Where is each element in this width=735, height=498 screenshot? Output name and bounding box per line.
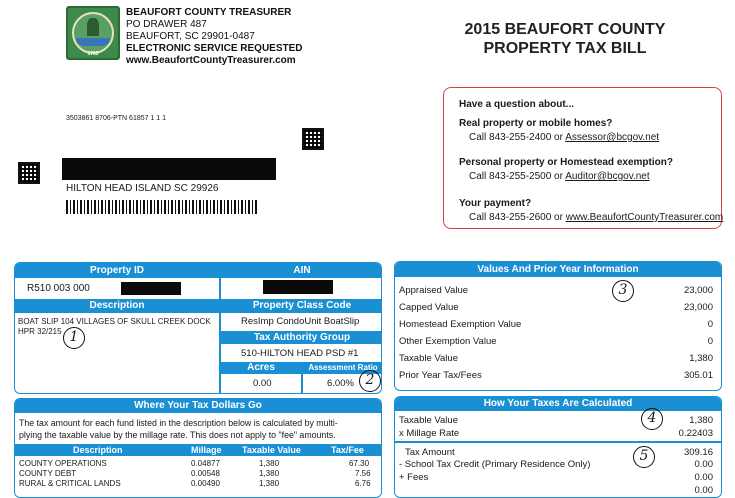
property-class-value: ResImp CondoUnit BoatSlip bbox=[241, 316, 360, 327]
description-line2: HPR 32/215 bbox=[18, 327, 62, 336]
questions-box bbox=[443, 87, 722, 229]
question-personal-property: Personal property or Homestead exemption? bbox=[459, 157, 673, 168]
description-line1: BOAT SLIP 104 VILLAGES OF SKULL CREEK DOCK bbox=[18, 317, 211, 326]
tax-authority-header: Tax Authority Group bbox=[221, 331, 382, 344]
property-id-value: R510 003 000 bbox=[27, 283, 90, 294]
fund-row-tax: 7.56 bbox=[355, 469, 371, 478]
redacted-ain bbox=[263, 280, 333, 294]
fund-row-description: RURAL & CRITICAL LANDS bbox=[19, 479, 121, 488]
assessor-email-link[interactable]: Assessor@bcgov.net bbox=[565, 132, 660, 143]
treasurer-name: BEAUFORT COUNTY TREASURER bbox=[126, 7, 292, 18]
annotation-circle-4: 4 bbox=[641, 408, 663, 430]
col-taxable-header: Taxable Value bbox=[242, 445, 301, 455]
acres-header: Acres bbox=[221, 362, 301, 374]
property-id-header: Property ID bbox=[15, 263, 219, 278]
assessment-ratio-header: Assessment Ratio bbox=[303, 362, 382, 374]
col-millage-header: Millage bbox=[191, 445, 222, 455]
annotation-circle-5: 5 bbox=[633, 446, 655, 468]
question-real-property: Real property or mobile homes? bbox=[459, 118, 613, 129]
treasurer-address-line2: BEAUFORT, SC 29901-0487 bbox=[126, 31, 255, 42]
contact-payment: Call 843-255-2600 or www.BeaufortCountyTreasurer.com bbox=[469, 212, 724, 223]
seal-year: 1769 bbox=[87, 51, 99, 57]
mail-routing-code: 3503861 8706-PTN 61857 1 1 1 bbox=[66, 115, 167, 122]
tax-calc-title: How Your Taxes Are Calculated bbox=[395, 397, 721, 411]
treasurer-address-line1: PO DRAWER 487 bbox=[126, 19, 207, 30]
treasurer-address-block bbox=[126, 7, 303, 67]
fund-row-description: COUNTY OPERATIONS bbox=[19, 459, 107, 468]
redacted-property-id-suffix bbox=[121, 282, 181, 295]
tax-authority-value: 510-HILTON HEAD PSD #1 bbox=[241, 348, 359, 359]
contact-personal-property: Call 843-255-2500 or Auditor@bcgov.net bbox=[469, 171, 650, 182]
redacted-recipient-name bbox=[62, 158, 276, 180]
tax-dollars-panel bbox=[14, 398, 382, 498]
county-seal-logo bbox=[66, 6, 120, 60]
treasurer-website: www.BeaufortCountyTreasurer.com bbox=[126, 55, 296, 66]
fund-row-millage: 0.00548 bbox=[191, 469, 220, 478]
service-notice: ELECTRONIC SERVICE REQUESTED bbox=[126, 43, 303, 54]
tax-calculation-panel: How Your Taxes Are Calculated Taxable Value 1,380 x Millage Rate 0.22403 Tax Amount 309.16 - School Tax Credit (Primary Residence Only) 0.00 + Fees 0.00 0.00 bbox=[394, 396, 722, 498]
annotation-circle-2: 2 bbox=[359, 370, 381, 392]
fund-row-description: COUNTY DEBT bbox=[19, 469, 77, 478]
fund-row-millage: 0.04877 bbox=[191, 459, 220, 468]
acres-value: 0.00 bbox=[253, 378, 272, 389]
col-description-header: Description bbox=[73, 445, 123, 455]
description-header: Description bbox=[15, 299, 219, 313]
bill-title-line1: 2015 BEAUFORT COUNTY bbox=[464, 21, 666, 38]
treasurer-website-link[interactable]: www.BeaufortCountyTreasurer.com bbox=[565, 212, 724, 223]
auditor-email-link[interactable]: Auditor@bcgov.net bbox=[565, 171, 650, 182]
fund-row-taxable: 1,380 bbox=[259, 479, 280, 488]
qr-code-left bbox=[18, 162, 40, 184]
ain-header: AIN bbox=[221, 263, 382, 278]
values-panel-title: Values And Prior Year Information bbox=[395, 262, 721, 277]
bill-title bbox=[440, 20, 690, 58]
questions-heading: Have a question about... bbox=[459, 99, 575, 110]
annotation-circle-1: 1 bbox=[63, 327, 85, 349]
tax-dollars-title: Where Your Tax Dollars Go bbox=[15, 399, 381, 413]
fund-row-tax: 6.76 bbox=[355, 479, 371, 488]
tax-dollars-text-line1: The tax amount for each fund listed in the description below is calculated by multi- bbox=[19, 418, 338, 428]
contact-real-property: Call 843-255-2400 or Assessor@bcgov.net bbox=[469, 132, 660, 143]
tax-dollars-text-line2: plying the taxable value by the millage rate. This does not apply to "fee" amounts. bbox=[19, 430, 336, 440]
col-tax-header: Tax/Fee bbox=[331, 445, 364, 455]
bill-title-line2: PROPERTY TAX BILL bbox=[483, 40, 647, 57]
annotation-circle-3: 3 bbox=[612, 280, 634, 302]
property-class-header: Property Class Code bbox=[221, 299, 382, 313]
question-payment: Your payment? bbox=[459, 198, 532, 209]
recipient-city-line: HILTON HEAD ISLAND SC 29926 bbox=[66, 183, 219, 194]
values-panel: Values And Prior Year Information Appraised Value 23,000 Capped Value 23,000 Homestead Exemption Value 0 Other Exemption Value 0 Taxable Value 1,380 Prior Year Tax/Fees 305.01 bbox=[394, 261, 722, 391]
fund-row-tax: 67.30 bbox=[349, 459, 370, 468]
assessment-ratio-value: 6.00% bbox=[327, 378, 354, 389]
qr-code-top bbox=[302, 128, 324, 150]
fund-row-millage: 0.00490 bbox=[191, 479, 220, 488]
postal-barcode bbox=[66, 200, 258, 214]
fund-row-taxable: 1,380 bbox=[259, 469, 280, 478]
fund-row-taxable: 1,380 bbox=[259, 459, 280, 468]
